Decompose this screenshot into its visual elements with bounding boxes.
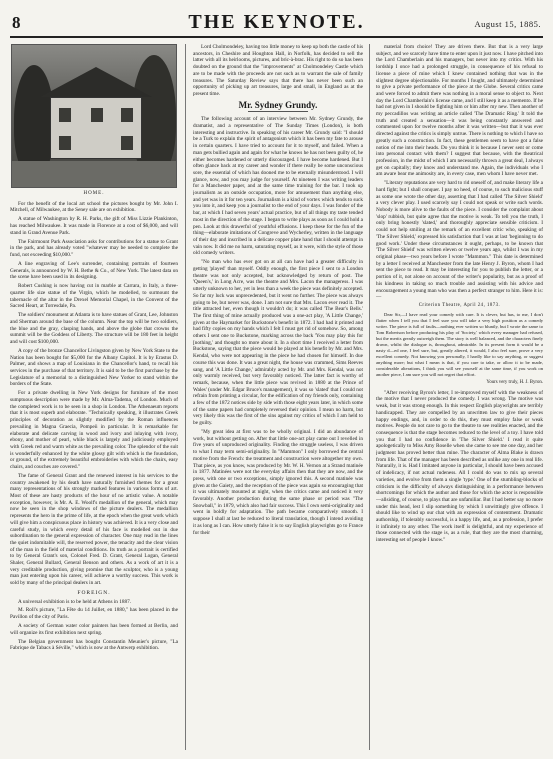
paragraph: For the benefit of the local art school the pictures bought by Mr. John I. Mitchell, of Milwaukee, at the Seney sale are on exhibition. — [10, 200, 178, 214]
column-3 — [376, 44, 543, 750]
paragraph: The Belgian government has bought Constantin Meunier's picture, "La Fabrique de Tabacs à Séville," which is now at the Antwerp exhibition. — [10, 638, 178, 652]
column-1 — [10, 44, 178, 750]
letter-heading: Criterion Theatre, April 24, 1873. — [418, 303, 501, 309]
cholmondeley-note — [193, 44, 363, 98]
column-rule-1 — [185, 44, 186, 750]
column-2 — [193, 44, 363, 750]
page-header — [10, 10, 543, 38]
page-number: 8 — [12, 13, 21, 32]
paragraph: A statue of Washington by R. H. Parks, the gift of Miss Lizzie Plankinton, has reached Milwaukee. It was made in Florence at a cost of $6,000, and will stand in Grand Avenue Park. — [10, 216, 178, 236]
paragraph: A society of German water color painters has been formed at Berlin, and will organize its first exhibition next spring. — [10, 623, 178, 636]
home-photo — [11, 44, 177, 188]
photo-caption: HOME. — [83, 191, 105, 196]
paragraph: "After receiving Byron's letter, I re-improved myself with the weakness of the motive that I never produced the comedy. I was wrong. The motive was weak, but it was strong enough. In this respect English playwrights are terribly handicapped. They are compelled by an unwritten law to give their pieces happy endings, and, in order to do this, they must employ false or weak motives. People do not care to go to the theatre to see realities enacted, and the consequence is that the stage becomes reduced to the level of a toy. I have told you that I had no confidence in 'The Silver Shield.' I read it quite apologetically to Miss Amy Roselle when she came to see me one day, and her judgment has proved better than mine. The character of Alma Blake is drawn from life. That of the manager has been described as unlike any one in real life. Naturally, it is. Had I imitated anyone in particular, I should have been accused of indelicacy, if not actual rudeness. All I could do was to mix up several varieties, and evolve from them a single 'type.' One of the stumbling-blocks of criticism is the difficulty of always distinguishing in a performance between shortcomings for which the author and those for which the actor is responsible—allsiding, of course, to plays that are unfamiliar. But I had better say no more under this head, lest I slip something by which I unwittingly give offence. I should like to wind up our chat with an expression of contentment. Dramatic authorship, if tolerably successful, is a happy life, and, as a profession, I prefer it infinitely to any other. The work itself is delightful, and my experience of those connected with the stage is, as a rule, that they are the most charming, interesting set of people I know." — [376, 389, 543, 544]
foreign-heading: FOREIGN. — [77, 589, 111, 596]
article-title: Mr. Sydney Grundy. — [238, 99, 318, 110]
issue-date: August 15, 1885. — [474, 19, 541, 29]
paragraph: A line engraving of Lee's surrender, containing portraits of fourteen Generals, is announced by W. H. Bethe & Co., of New York. The latest data on the scene have been used in its designing. — [10, 260, 178, 281]
paragraph: "No man who has ever got on at all can have had a greater difficulty in getting 'played' than myself. Oddly enough, the first piece I sent to a London theatre was not only accepted, but acknowledged by return of post. The 'Queen's,' in Long Acre, was the theatre and Mrs. Lacon the manageress. I was utterly unknown to her, yet in less than a week the piece was definitely accepted. So far my luck was unprecedented, but it went no further. The piece was always going to be, but never was, done. I am not sure that Mrs. Lacon ever read it. The title attracted her, even though it wouldn't do; it was called 'The Bear's Bells.' The first thing of mine actually produced was a one-act play, 'A Little Change,' given at the Haymarket for Buckstone's benefit in 1872. I had had it printed and had fifty copies on my hands which I felt I must get rid of somehow. So, among others I sent one to Buckstone, marking across the back 'You may play this for [nothing,' and thought no more about it. In a short time I received a letter from Buckstone, saying that the piece would be played at his benefit by Mr. and Mrs. Kendal, who were not appearing in the piece he had chosen for himself. In due course this was done. It was a great night, the house was crammed, Sims Reeves sang, and 'A Little Change,' admirably acted by Mr. and Mrs. Kendal, was not only warmly received, but very favorably noticed. The latter fact is worthy of remark, because, when the little piece was revived in 1880 at the Prince of Wales' (under Mr. Edgar Bruce's management), it was so 'slated' that I could not refrain from printing a circular, for the edification of my friends only, containing a few of the 1872 notices side by side with those eight years later, in which some of the same papers had completely reversed their opinion. I mean no harm, but very likely this was the first of the sins against my critics of which I am held to be guilty. — [193, 259, 363, 427]
paragraph: Lord Cholmondeley, having too little money to keep up both the castle of his ancestors, in Cheshire and Houghton Hall, in Norfolk, has decided to sell the latter with all its heirlooms, pictures, and bric-à-brac. His right to do so has been doubted on the ground that the "improvements" at Cholmondeley Castle which are to be made with the proceeds are not such as to warrant the sale of family treasures. The Saturday Review says that there has never been such an opportunity of picking up art treasures, large and small, in England as at the present time. — [193, 44, 363, 97]
paragraph: M. Roll's picture, "La Fête du 14 Juillet, en 1880," has been placed in the Pavillon of the city of Paris. — [10, 607, 178, 621]
letter-signature: Yours very truly, H. J. Byron. — [486, 379, 543, 385]
paragraph: For a private dwelling in New York designs for furniture of the most sumptuous description were made by Mr. Alma-Tadema, of London. Much of the completed work is to be seen in a shop in London. The Athenaeum reports that it is most superb and elaborate. "Technically speaking, it illustrates Greek principles of decoration as slightly modified by the Roman influences prevailing in Magna Graecia, Pompeii in particular. It is remarkable for elaborate and delicate carving in wood and ivory and inlaying with ivory, ebony, and mother of pearl, while black is largely and judiciously employed with Greek red and warm white as the prevailing color. The splendor of the suit is wonderfully enhanced by the white glossy gilt with which is the foundation, or ground, of the extremely beautiful embroideries with which the chairs, easy chairs, and couches are covered." — [10, 390, 178, 471]
byron-letter: Dear Sir,—I have read your comedy with care. It is clever, but has, to me, I don't flatter when I tell you that I feel sure you will take a very high position as a comedy writer. The piece is full of faults—nothing ever written so bluntly, but I wrote the same to Tom Robertson before producing his play of 'Society,' which every manager had refused, but the merits greatly outweigh them. The story is well balanced, and the characters finely drawn, whilst the dialogue is, throughout, admirable. In its present form it would be a nasty d—ed one, I feel sure, but, greatly altered, it would, I also feel sure, prove a very excellent comedy. Not knowing you personally, I hardly like to say anything, or suggest anything more; but what I mean is that, if you care to take, or allow it to be made, considerable alterations, I think you will see yourself at the same time, if you work on another piece, I am sure you will not regret that effort. — [376, 311, 543, 377]
newspaper-page — [10, 10, 543, 752]
paragraph: A universal exhibition is to be held at Athens in 1887. — [18, 598, 132, 605]
art-notes — [10, 201, 178, 587]
paragraph: A copy of the bronze Chancellor Livingston given by New York State to the Nation has been bought for $5,000 for the Albany Capitol. It is by Erastus D. Palmer, and shows a map of Louisiana in the Chancellor's hand, to recall his services in the purchase of that territory. It is said to be the first purchase by the Legislature of a memorial to a distinguished New Yorker to stand within the borders of the State. — [10, 347, 178, 388]
paragraph: The following account of an interview between Mr. Sydney Grundy, the dramatist, and a representative of The Sunday Times (London), is both interesting and instructive. In speaking of his career Mr. Grundy said: "I should be a Turk to explain the spirit of antagonism which it has been my fate to arouse in certain quarters. I have tried to account for it to myself, and failed. When a man gets bullied again and again for what he knows he has not been guilty of, he either becomes hardened or utterly discouraged. I have become hardened. But I often glance back at my career and wonder if there really be some unconscious sore, the essential of which has dooned me to be eternally misunderstood. I will glance, now, and you may judge for yourself. At nineteen I was writing leaders for a Manchester paper, and at the same time training for the bar. I took up journalism as an outside occupation, more for amusement than anything else, and yet was in it for ten years. Journalism is a kind of vortex which tends to suck you into it, and keep you a journalist to the end of your days. I was fonder of the bar, at which I had seven years' actual practice, but of all things my taste tended most in the direction of the stage. I began to write plays as soon as I could hold a pen. Look at this drawerful of youthful effusions. I keep these for the fun of the thing—elaborate imitations of Congreve and Wycherley, written in the language of their day and inscribed in a delicate copper plate hand that I should attempt in vain now. It did me no harm, saturating myself, as it were, with the style of those old comedy writers. — [193, 116, 363, 257]
grundy-article — [193, 116, 363, 536]
paragraph: The Fairmount Park Association asks for contributions for a statue to Grant in the park, and has already voted "whatever may be needed to complete the fund, not exceeding $10,000." — [10, 238, 178, 258]
paragraph: The fame of General Grant and the renewed interest in his services to the country awakened by his death have naturally furnished themes for a great many representations of his strongly marked features in various forms of art. Most of these are hasty products of the hour of no artistic value. A notable exception, however, is Mr. A. E. Woolf's medallion of the general, which may now be seen in the shop windows of the picture dealers. The medallion represents the hero in the prime of life, at the epoch when the great work which will give him a conspicuous place in history was achieved. It is a very close and careful study, in which every detail of his face is modelled out in due subordination to the general expression of character. One may read in the lines the quiet indomitable will, the reserved power, the tenacity and the clear vision of the man in the field of material conditions. Its truth as a portrait is certified to by General Grant's son, Colonel Fred. D. Grant, General Logan, General Shaler, General Bullard, General Benson and others. As a work of art it is a very creditable production, giving promise that the sculptor, who is a young man just entering upon his career, will achieve a worthy success. This work is sold by many of the principal dealers in art. — [10, 472, 178, 587]
paragraph: "Literary reputations are very hard to rid oneself of, and make literary life a hard fight; but I shall conquer. I pay no heed, of course, to such malicious stuff as some one wrote the other day, asserting that I had called 'The Silver Shield' a very clever play. I used scarcely say I could not speak or write such words. Nobody is more alive to the faults of the piece. I consider the complaint about 'slop' rubbish, but quite agree that the motive is weak. To tell you the truth, I only bring honestly 'slated,' and thoroughly appreciate sensible criticism. I could not help smiling at the remark of an excellent critic who, speaking of 'The Silver Shield,' expressed his satisfaction that I was at last 'beginning to do good work.' Under these circumstances it ought, perhaps, to be known that 'The Silver Shield' was written eleven or twelve years ago, whilst I was in my original phase—two years before I wrote "Mammon." This date is determined by a letter I received at Manchester from the late Henry J. Byron, whom I had sent the piece to read. It may be interesting for you to publish the letter, or a portion of it, not alone on account of the writer's popularity, but as a proof of his kindness in taking so much trouble and assisting with his advice and encouragement a young man who was then a perfect stranger to him. Here it is:— — [376, 180, 543, 301]
masthead-title: THE KEYNOTE. — [188, 11, 365, 33]
paragraph: material from choice! They are driven there. But that is a very large subject, and we scarcely have time to enter upon it just now. I have pitched into the Lord Chamberlain and his managers, but never into my critics. With his lordship I once had a prolonged struggle, in consequence of his refusal to license a piece of mine which I knew contained nothing that was in the slightest degree objectionable. For months I fought, and ultimately determined to give a private performance of the piece at the Globe. Several critics came and were forced to admit there was nothing in a moral sense to object to. Next day the Lord Chamberlain's license came, and I still keep it as a memento. If he had not given in I should be fighting him or him after my new. Then another of my peccadillos was writing an article called 'The Dramatic Ring.' It told the truth and created a sensation—it was being constantly answered and commented upon for twelve months after it was written—but that it was ever directed against the critics is simply untrue. There is nothing to which I have so greatly such a construction. In fact, these gentlemen seem to have got a false notion of me into their heads. Do you think it is because I never sent or come into personal contact with them? I suggest that because, with the theatrical profession, in the midst of which I am necessarily thrown a great deal, I always get on capitally; they know and understand me. Again, the individuals who I am aware bear me animosity are, in every case, men whom I have never met. — [376, 44, 543, 178]
paragraph: "My great idea at first was to be wholly original. I did an abundance of work, but without getting on. After that little one-act play came out I revelled in five years of unproduced originality. Finding the struggle useless, I was driven to what I may term semi-originality. In "Mammon" I only borrowed the central motive from the French: the treatment and construction were altogether my own. That piece, as you know, was produced by Mr. W. H. Vernon at a Strand matinée in 1877. Matinées were not the everyday affairs then that they are now, and the press, with one or two exceptions, simply ignored this. A second matinée was given at the Gaiety, and the reception of the piece was again so encouraging that it was ultimately mounted at night, when the critics came and noticed it very favorably. Another production during the same phase or period was "The Snowball," in 1879, which also had fair success. This I own semi-originality and went in boldly for adaptation. The path became comparatively smooth. I suppose I shall at last be reduced to literal translation, though I intend avoiding it as long as I can. How utterly false it is to say English playwrights go to France for their — [193, 429, 363, 536]
title-rule — [248, 111, 308, 112]
foreign-notes — [10, 599, 178, 652]
paragraph: Robert Cushing is now having cut in marble at Carrara, in Italy, a three-quarter life size statue of the Virgin, which he modelled, to surmount the tabernacle of the altar in the Drexel Memorial Chapel, in the Convent of the Sacred Heart, at Torresdale, Pa. — [10, 283, 178, 310]
grundy-article-closing — [376, 390, 543, 544]
paragraph: The soldiers' monument at Atlanta is to have statues of Grant, Lee, Johnston and Sherman around the base of the column. Near the top will be two soldiers, the blue and the gray, clasping hands, and above the globe that crowns the summit will be the Goddess of Liberty. The structure will be 180 feet in height and will cost $100,000. — [10, 312, 178, 345]
column-rule-2 — [369, 44, 370, 750]
grundy-article-continued — [376, 44, 543, 301]
